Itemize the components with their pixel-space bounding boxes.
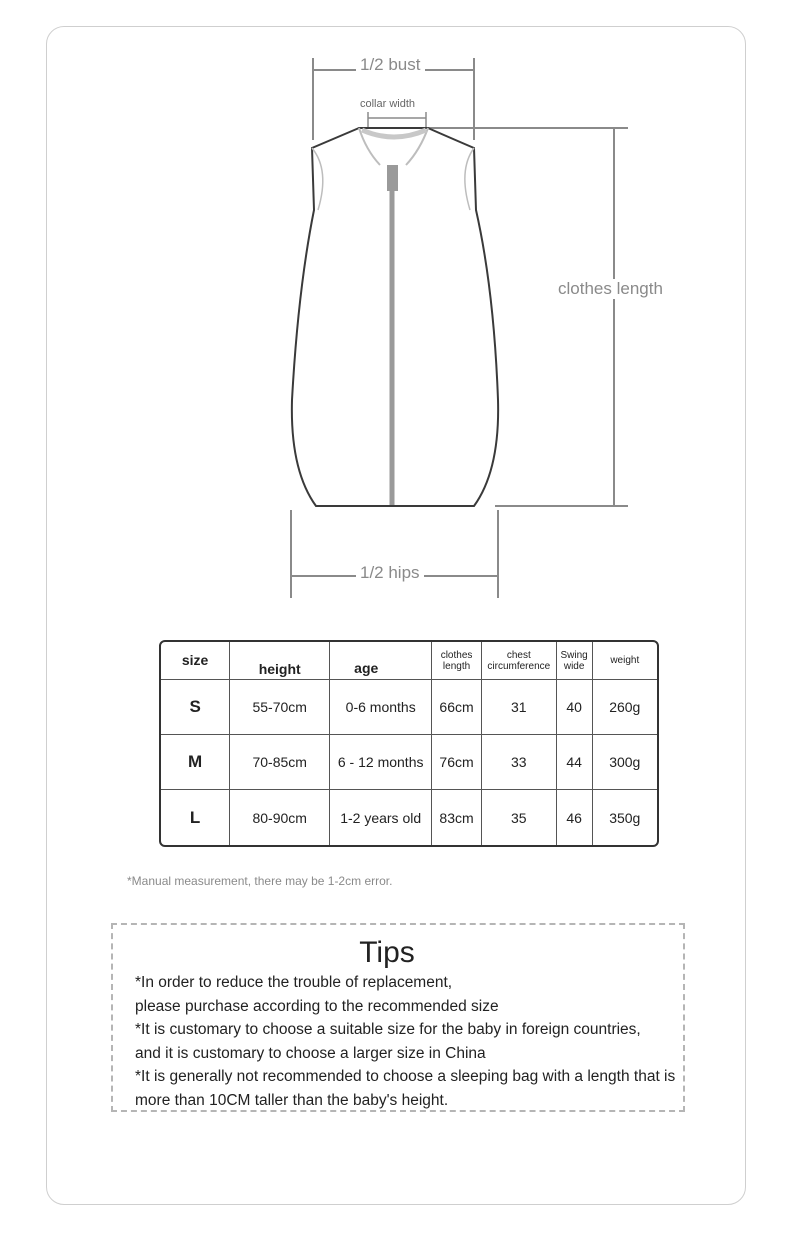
cell-height: 70-85cm — [230, 735, 330, 790]
table-row — [161, 735, 657, 790]
cell-age: 1-2 years old — [330, 790, 432, 845]
cell-height: 55-70cm — [230, 680, 330, 735]
header-clothes-length-line1: clothes — [440, 649, 473, 661]
header-chest-line2: circumference — [487, 660, 551, 672]
table-row — [161, 790, 657, 845]
cell-age: 0-6 months — [330, 680, 432, 735]
cell-clothes-length: 83cm — [432, 790, 482, 845]
header-swing-line2: wide — [563, 660, 585, 672]
cell-swing: 46 — [557, 790, 593, 845]
collar-dimension-line — [368, 112, 426, 128]
cell-weight: 260g — [593, 680, 657, 735]
header-size: size — [161, 642, 230, 680]
cell-size: S — [161, 680, 230, 735]
cell-chest: 35 — [482, 790, 557, 845]
cell-swing: 44 — [557, 735, 593, 790]
cell-weight: 300g — [593, 735, 657, 790]
half-hips-label: 1/2 hips — [356, 563, 424, 583]
zipper-pull — [387, 165, 398, 191]
tips-line: and it is customary to choose a larger size in China — [135, 1044, 486, 1062]
hips-dimension-line — [291, 510, 498, 598]
header-chest-line1: chest — [506, 649, 531, 661]
tips-line: more than 10CM taller than the baby's height. — [135, 1091, 449, 1109]
cell-age: 6 - 12 months — [330, 735, 432, 790]
header-clothes-length — [432, 642, 482, 680]
size-table — [159, 640, 659, 847]
measurement-note: *Manual measurement, there may be 1-2cm error. — [127, 874, 393, 888]
tips-title: Tips — [359, 936, 415, 969]
cell-chest: 33 — [482, 735, 557, 790]
tips-box — [111, 923, 685, 1112]
cell-clothes-length: 76cm — [432, 735, 482, 790]
header-clothes-length-line2: length — [442, 660, 471, 672]
header-height: height — [230, 642, 330, 680]
cell-size: M — [161, 735, 230, 790]
clothes-length-label: clothes length — [554, 279, 667, 299]
tips-line: *In order to reduce the trouble of replacement, — [135, 974, 453, 991]
garment-outline — [292, 128, 498, 506]
cell-clothes-length: 66cm — [432, 680, 482, 735]
cell-chest: 31 — [482, 680, 557, 735]
collar-width-label: collar width — [356, 98, 419, 110]
tips-line: please purchase according to the recommended size — [135, 997, 499, 1015]
tips-line: *It is generally not recommended to choose a sleeping bag with a length that is — [135, 1068, 676, 1085]
tips-line: *It is customary to choose a suitable size for the baby in foreign countries, — [135, 1021, 641, 1038]
half-bust-label: 1/2 bust — [356, 55, 425, 75]
cell-weight: 350g — [609, 809, 641, 826]
cell-height: 80-90cm — [230, 790, 330, 845]
header-chest-circumference — [482, 642, 557, 680]
cell-swing: 40 — [557, 680, 593, 735]
table-header-row — [161, 642, 657, 680]
header-swing-wide — [557, 642, 593, 680]
table-row — [161, 680, 657, 735]
header-age: age — [330, 642, 432, 680]
header-swing-line1: Swing — [560, 649, 588, 661]
header-weight: weight — [593, 642, 657, 680]
cell-size: L — [161, 790, 230, 845]
